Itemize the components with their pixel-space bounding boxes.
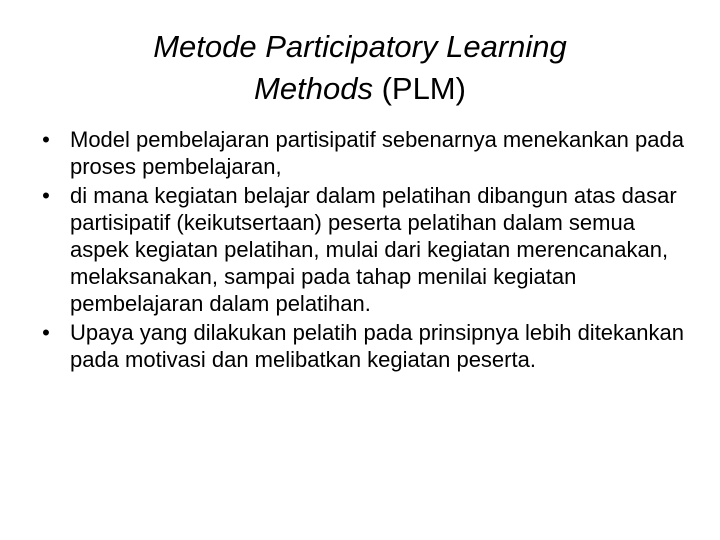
title-line-1: Metode Participatory Learning (153, 29, 567, 64)
title-methods: Methods (254, 71, 373, 106)
list-item (36, 126, 686, 180)
list-item (36, 319, 686, 373)
bullet-icon: • (42, 183, 50, 208)
slide-title (60, 26, 660, 110)
bullet-text: Model pembelajaran partisipatif sebenarnya menekankan pada proses pembelajaran, (70, 127, 684, 179)
bullet-icon: • (42, 127, 50, 152)
list-item (36, 182, 686, 317)
bullet-icon: • (42, 320, 50, 345)
bullet-list (36, 126, 686, 375)
bullet-text: Upaya yang dilakukan pelatih pada prinsipnya lebih ditekankan pada motivasi dan melibatkan kegiatan peserta. (70, 320, 684, 372)
title-abbreviation: (PLM) (372, 71, 466, 106)
bullet-text: di mana kegiatan belajar dalam pelatihan dibangun atas dasar partisipatif (keikutsertaan) peserta pelatihan dalam semua aspek kegiatan pelatihan, mulai dari kegiatan merencanakan, melaksanakan, sampai pada tahap menilai kegiatan pembelajaran dalam pelatihan. (70, 183, 677, 316)
